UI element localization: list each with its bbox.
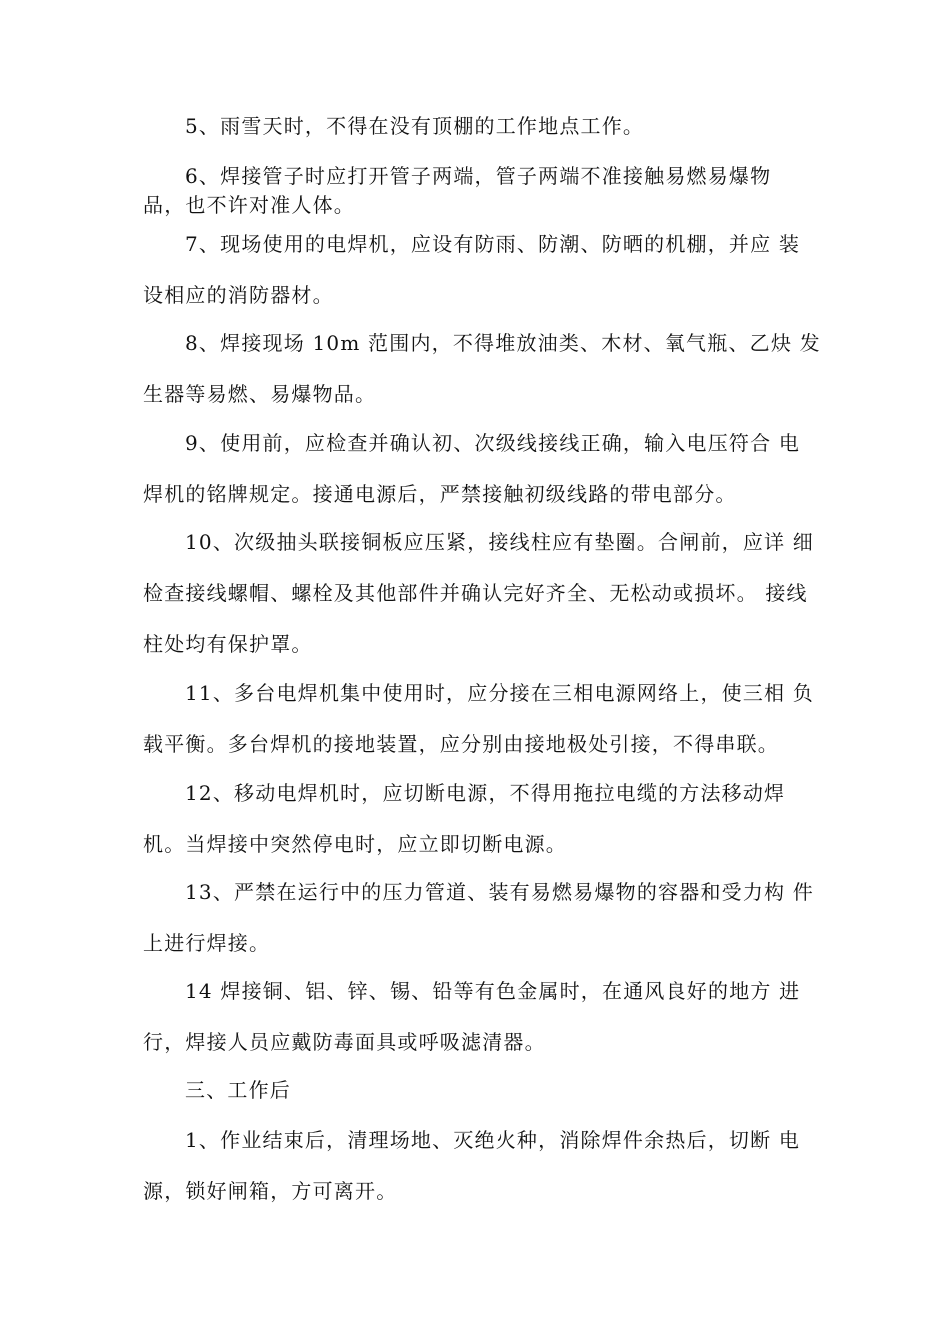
paragraph-line: 5、雨雪天时，不得在没有顶棚的工作地点工作。 — [185, 114, 645, 138]
paragraph-line: 设相应的消防器材。 — [143, 283, 334, 307]
paragraph-item-11 — [143, 668, 815, 770]
paragraph-item-5 — [143, 101, 815, 152]
paragraph-item-8 — [143, 318, 821, 420]
paragraph-line: 1、作业结束后，清理场地、灭绝火种，消除焊件余热后，切断 电 — [185, 1128, 801, 1152]
paragraph-line: 柱处均有保护罩。 — [143, 632, 313, 656]
paragraph-line: 14 焊接铜、铝、锌、锡、铅等有色金属时，在通风良好的地方 进 — [185, 979, 801, 1003]
paragraph-line: 行，焊接人员应戴防毒面具或呼吸滤清器。 — [143, 1030, 546, 1054]
paragraph-item-12 — [143, 768, 815, 870]
section-heading-after-work — [143, 1065, 815, 1116]
paragraph-line: 生器等易燃、易爆物品。 — [143, 382, 377, 406]
paragraph-line: 6、焊接管子时应打开管子两端，管子两端不准接触易燃易爆物 — [185, 164, 772, 188]
paragraph-line: 上进行焊接。 — [143, 931, 271, 955]
paragraph-line: 载平衡。多台焊机的接地装置，应分别由接地极处引接，不得串联。 — [143, 732, 779, 756]
paragraph-item-10 — [143, 517, 815, 670]
paragraph-item-13 — [143, 867, 815, 969]
paragraph-line: 7、现场使用的电焊机，应设有防雨、防潮、防晒的机棚，并应 装 — [185, 232, 801, 256]
section-heading: 三、工作后 — [185, 1078, 291, 1102]
paragraph-item-9 — [143, 418, 815, 520]
paragraph-line: 源，锁好闸箱，方可离开。 — [143, 1179, 398, 1203]
paragraph-line: 12、移动电焊机时，应切断电源，不得用拖拉电缆的方法移动焊 — [185, 781, 786, 805]
paragraph-line: 检查接线螺帽、螺栓及其他部件并确认完好齐全、无松动或损坏。 接线 — [143, 581, 808, 605]
paragraph-line: 焊机的铭牌规定。接通电源后，严禁接触初级线路的带电部分。 — [143, 482, 737, 506]
paragraph-item-14 — [143, 966, 815, 1068]
paragraph-line: 9、使用前，应检查并确认初、次级线接线正确，输入电压符合 电 — [185, 431, 801, 455]
paragraph-item-7 — [143, 219, 815, 321]
paragraph-line: 8、焊接现场 10m 范围内，不得堆放油类、木材、氧气瓶、乙炔 发 — [185, 331, 821, 355]
paragraph-line: 机。当焊接中突然停电时，应立即切断电源。 — [143, 832, 567, 856]
paragraph-item-1 — [143, 1115, 815, 1217]
paragraph-line: 10、次级抽头联接铜板应压紧，接线柱应有垫圈。合闸前，应详 细 — [185, 530, 815, 554]
paragraph-line: 品，也不许对准人体。 — [143, 193, 355, 217]
paragraph-line: 11、多台电焊机集中使用时，应分接在三相电源网络上，使三相 负 — [185, 681, 815, 705]
paragraph-line: 13、严禁在运行中的压力管道、装有易燃易爆物的容器和受力构 件 — [185, 880, 815, 904]
